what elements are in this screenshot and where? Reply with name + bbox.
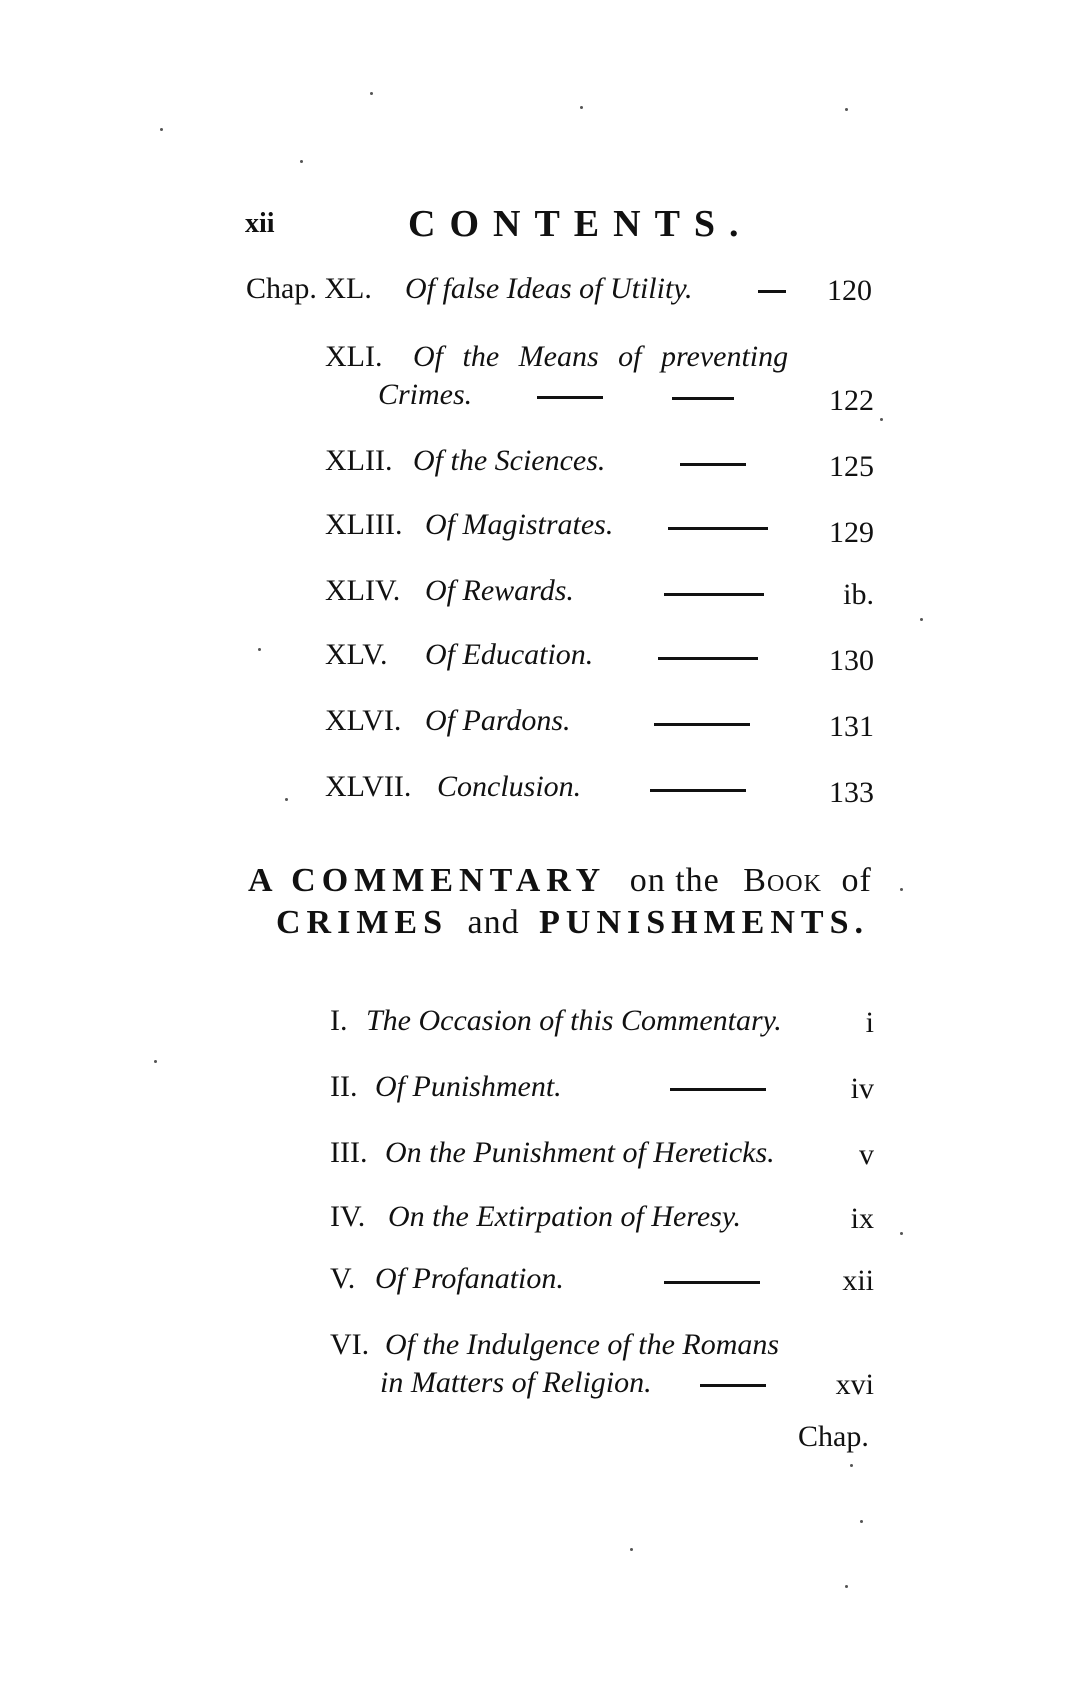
entry-page: i xyxy=(865,1006,874,1039)
entry-prefix: VI. xyxy=(330,1328,370,1361)
commentary-heading-line1 xyxy=(248,862,872,900)
scan-speck xyxy=(900,888,903,891)
entry-prefix: XLVI. xyxy=(325,704,402,737)
leader-dash xyxy=(668,527,768,530)
entry-title: Of Pardons. xyxy=(425,704,571,737)
leader-dash xyxy=(664,1281,760,1284)
scan-speck xyxy=(154,1060,157,1063)
entry-prefix: IV. xyxy=(330,1200,366,1233)
scan-speck xyxy=(880,418,883,421)
entry-title: Of false Ideas of Utility. xyxy=(405,272,693,305)
page-number: xii xyxy=(245,208,275,239)
entry-page: 131 xyxy=(829,710,874,743)
entry-page: v xyxy=(859,1138,874,1171)
leader-dash xyxy=(664,593,764,596)
scan-speck xyxy=(850,1464,853,1467)
page-title: CONTENTS. xyxy=(408,203,753,245)
leader-dash xyxy=(650,789,746,792)
leader-dash xyxy=(654,723,750,726)
entry-prefix: V. xyxy=(330,1262,356,1295)
entry-title: Of the Indulgence of the Romans xyxy=(385,1328,780,1361)
scan-speck xyxy=(920,618,923,621)
scan-speck xyxy=(630,1548,633,1551)
entry-title: Of Magistrates. xyxy=(425,508,614,541)
entry-prefix: I. xyxy=(330,1004,348,1037)
entry-prefix: III. xyxy=(330,1136,368,1169)
scan-speck xyxy=(285,798,288,801)
entry-title: On the Extirpation of Heresy. xyxy=(388,1200,741,1233)
commentary-heading-word: of xyxy=(841,862,872,899)
commentary-heading-title: A COMMENTARY xyxy=(248,862,607,899)
entry-prefix: XLVII. xyxy=(325,770,412,803)
entry-title: Of Education. xyxy=(425,638,594,671)
entry-page: ib. xyxy=(843,578,874,611)
entry-title: Of Rewards. xyxy=(425,574,574,607)
entry-page: xii xyxy=(842,1264,874,1297)
leader-dash xyxy=(537,396,603,399)
commentary-heading-word: Book xyxy=(743,862,822,899)
scan-speck xyxy=(160,128,163,131)
scan-speck xyxy=(258,648,261,651)
entry-title: On the Punishment of Hereticks. xyxy=(385,1136,775,1169)
entry-page: ix xyxy=(850,1202,874,1235)
entry-page: 125 xyxy=(829,450,874,483)
entry-title: Of Profanation. xyxy=(375,1262,564,1295)
entry-title: Conclusion. xyxy=(437,770,582,803)
commentary-heading-word: and xyxy=(467,904,520,941)
scan-speck xyxy=(370,92,373,95)
catchword: Chap. xyxy=(798,1420,869,1453)
leader-dash xyxy=(680,463,746,466)
entry-page: 129 xyxy=(829,516,874,549)
entry-title: Of Punishment. xyxy=(375,1070,562,1103)
entry-title: Of the Sciences. xyxy=(413,444,606,477)
commentary-heading-line2 xyxy=(276,904,869,942)
leader-dash xyxy=(700,1384,766,1387)
scan-speck xyxy=(580,106,583,109)
entry-page: 120 xyxy=(827,274,872,307)
scan-speck xyxy=(300,160,303,163)
entry-prefix: XLIV. xyxy=(325,574,401,607)
entry-prefix: XLII. xyxy=(325,444,393,477)
entry-page: 133 xyxy=(829,776,874,809)
leader-dash xyxy=(670,1088,766,1091)
scan-speck xyxy=(845,108,848,111)
scan-speck xyxy=(860,1520,863,1523)
entry-title-continued: Crimes. xyxy=(378,378,473,411)
entry-prefix: II. xyxy=(330,1070,358,1103)
commentary-heading-word: on the xyxy=(629,862,720,899)
leader-dash xyxy=(658,657,758,660)
commentary-heading-title: CRIMES xyxy=(276,904,449,941)
entry-page: 130 xyxy=(829,644,874,677)
leader-dash xyxy=(672,397,734,400)
entry-prefix: XLI. xyxy=(325,340,383,373)
scan-speck xyxy=(900,1232,903,1235)
entry-prefix: Chap. XL. xyxy=(246,272,372,305)
entry-prefix: XLIII. xyxy=(325,508,403,541)
scan-speck xyxy=(845,1585,848,1588)
entry-page: xvi xyxy=(835,1368,874,1401)
entry-page: iv xyxy=(850,1072,874,1105)
entry-title: Of the Means of preventing xyxy=(413,340,789,373)
entry-prefix: XLV. xyxy=(325,638,388,671)
commentary-heading-title: PUNISHMENTS. xyxy=(539,904,869,941)
entry-page: 122 xyxy=(829,384,874,417)
entry-title-continued: in Matters of Religion. xyxy=(380,1366,652,1399)
entry-title: The Occasion of this Commentary. xyxy=(366,1004,782,1037)
